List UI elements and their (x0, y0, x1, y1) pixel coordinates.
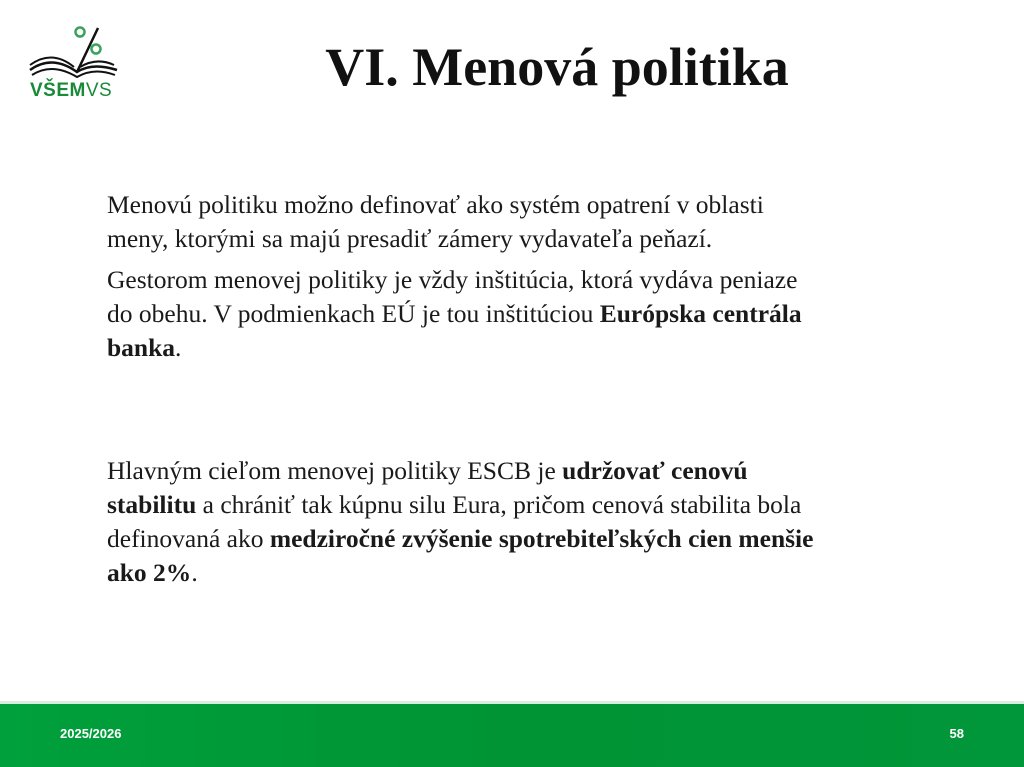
bold-text: Európska centrála (599, 299, 802, 328)
text-line (107, 297, 802, 331)
footer-bar (0, 704, 1024, 767)
text: a chrániť tak kúpnu silu Eura, pričom cenová stabilita bola (196, 490, 802, 519)
slide-title: VI. Menová politika (325, 37, 789, 97)
bold-text: stabilitu (107, 490, 197, 519)
text-line (107, 488, 813, 522)
bold-text: ako 2% (107, 558, 192, 587)
text-line (107, 331, 802, 365)
text-line (107, 556, 813, 590)
text: definovaná ako (107, 524, 270, 553)
text-line (107, 222, 764, 256)
text-line (107, 188, 764, 222)
text-line (107, 522, 813, 556)
text: . (191, 558, 198, 587)
text-line (107, 454, 813, 488)
text: Gestorom menovej politiky je vždy inštitúcia, ktorá vydáva peniaze (107, 265, 798, 294)
footer-year: 2025/2026 (60, 726, 122, 741)
text-line (107, 263, 802, 297)
text: . (175, 333, 182, 362)
text: Hlavným cieľom menovej politiky ESCB je (107, 456, 563, 485)
text: meny, ktorými sa majú presadiť zámery vydavateľa peňazí. (107, 224, 713, 253)
paragraph-goal (107, 454, 813, 590)
logo-text-bold: VŠEM (30, 80, 86, 101)
paragraph-definition (107, 188, 764, 256)
text: Menovú politiku možno definovať ako systém opatrení v oblasti (107, 190, 764, 219)
paragraph-gestor (107, 263, 802, 365)
text: do obehu. V podmienkach EÚ je tou inštitúciou (107, 299, 600, 328)
bold-text: udržovať cenovú (562, 456, 748, 485)
page-number: 58 (949, 726, 964, 741)
logo-text-light: VS (85, 80, 113, 101)
bold-text: banka (107, 333, 176, 362)
bold-text: medziročné zvýšenie spotrebiteľských cien menšie (269, 524, 814, 553)
